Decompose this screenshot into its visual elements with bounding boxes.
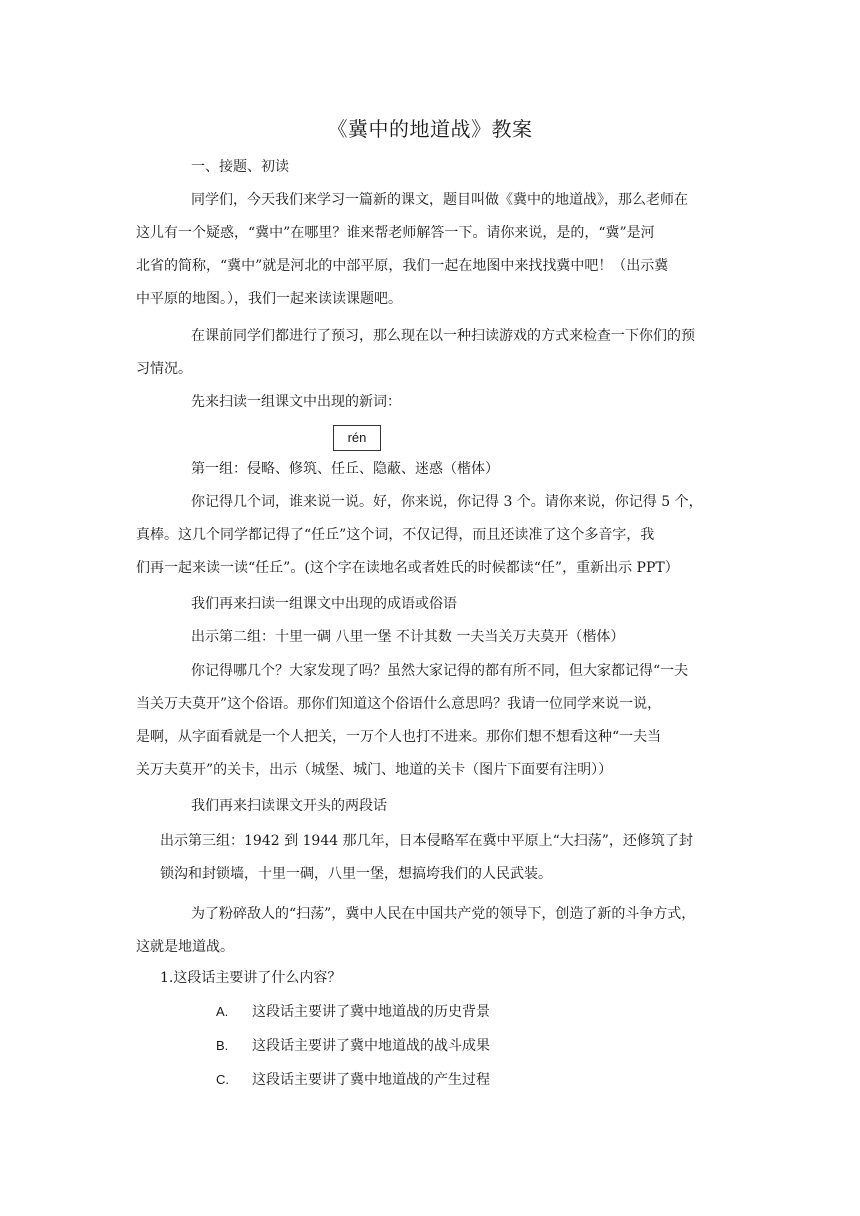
pinyin-annotation: rén <box>333 425 381 451</box>
paragraph-recall: 你记得几个词，谁来说一说。好，你来说，你记得 3 个。请你来说，你记得 5 个， 真棒。这几个同学都记得了“任丘”这个词，不仅记得，而且还读准了这个多音字，我 们再一起来读一读“任丘”。(这个字在读地名或者姓氏的时候都读“任”，重新出示 PPT） <box>136 494 703 576</box>
word-group-1: 第一组：侵略、修筑、任丘、隐蔽、迷惑（楷体） <box>191 461 499 477</box>
option-text: 这段话主要讲了冀中地道战的历史背景 <box>252 1004 490 1020</box>
option-text: 这段话主要讲了冀中地道战的战斗成果 <box>252 1038 490 1054</box>
paragraph-intro: 同学们，今天我们来学习一篇新的课文，题目叫做《冀中的地道战》，那么老师在 这儿有一个疑惑，“冀中”在哪里？谁来帮老师解答一下。请你来说，是的，“冀”是河 北省的简称，“冀中”就是河北的中部平原，我们一起在地图中来找找冀中吧！（出示冀 中平原的地图。），我们一起来读读课题吧。 <box>136 192 688 307</box>
document-title: 《冀中的地道战》教案 <box>327 117 533 141</box>
option-letter: B. <box>216 1038 229 1053</box>
section-heading: 一、接题、初读 <box>191 159 289 175</box>
option-letter: A. <box>216 1004 229 1019</box>
paragraph-opening-intro: 我们再来扫读课文开头的两段话 <box>191 798 387 814</box>
option-b <box>216 1029 490 1062</box>
paragraph-idiom-meaning: 你记得哪几个？大家发现了吗？虽然大家记得的都有所不同，但大家都记得“一夫 当关万夫莫开”这个俗语。那你们知道这个俗语什么意思吗？我请一位同学来说一说， 是啊，从字面看就是一个人把关，一万个人也打不进来。那你们想不想看这种“一夫当 关万夫莫开”的关卡，出示（城堡、城门、地道的关卡（图片下面要有注明）） <box>136 663 689 778</box>
option-letter: C. <box>216 1072 229 1087</box>
option-c <box>216 1063 490 1096</box>
paragraph-idioms-intro: 我们再来扫读一组课文中出现的成语或俗语 <box>191 596 457 612</box>
paragraph-preview: 在课前同学们都进行了预习，那么现在以一种扫读游戏的方式来检查一下你们的预 习情况。 <box>136 328 695 377</box>
word-group-2: 出示第二组：十里一碉 八里一堡 不计其数 一夫当关万夫莫开（楷体） <box>191 629 625 645</box>
question-1: 1.这段话主要讲了什么内容？ <box>160 970 342 986</box>
word-group-3: 出示第三组：1942 到 1944 那几年，日本侵略军在冀中平原上“大扫荡”，还修筑了封 锁沟和封锁墙，十里一碉，八里一堡，想搞垮我们的人民武装。 <box>160 833 693 882</box>
option-a <box>216 995 490 1028</box>
option-text: 这段话主要讲了冀中地道战的产生过程 <box>252 1072 490 1088</box>
paragraph-new-words: 先来扫读一组课文中出现的新词： <box>191 394 401 410</box>
paragraph-tunnel-war: 为了粉碎敌人的“扫荡”，冀中人民在中国共产党的领导下，创造了新的斗争方式， 这就是地道战。 <box>136 906 696 955</box>
